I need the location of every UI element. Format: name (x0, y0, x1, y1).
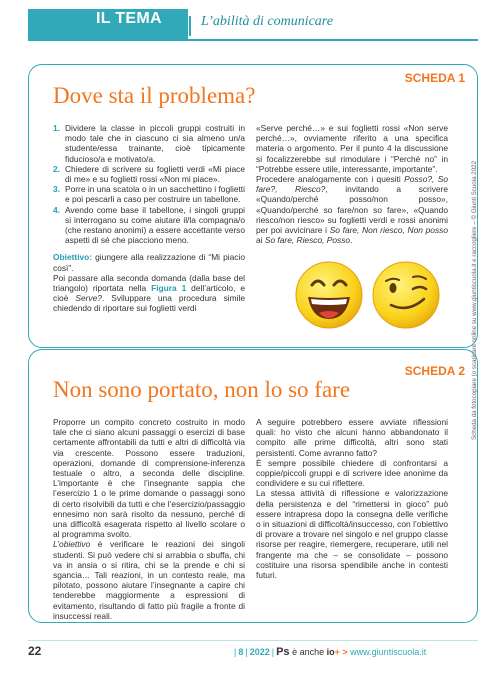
right-paragraph-2 (256, 174, 448, 245)
step-number: 2. (53, 163, 60, 174)
follow-question: Serve? (75, 293, 102, 304)
objective-paragraph (53, 252, 245, 272)
step-item (53, 164, 245, 184)
step-text: Avendo come base il tabellone, i singoli gruppi si interrogano su come aiutare il/la compagna/o (che restano anonimi) a essere accettante verso aspetti di sé che piacciono meno. (65, 204, 245, 246)
right-paragraph-2: È sempre possibile chiedere di confrontarsi a coppie/piccoli gruppi e di scrivere idee anonime da condividere e su cui riflettere. (256, 457, 448, 489)
right-text: ai (256, 235, 265, 246)
scheda-2-card (28, 349, 478, 623)
also-text: è anche (292, 647, 325, 657)
step-item (53, 123, 245, 164)
footer (0, 636, 500, 666)
right-paragraph-3: La stessa attività di riflessione e valorizzazione della persistenza e del “rimettersi in gioco” può essere intrapresa dopo la consegna delle verifiche o in situazioni di difficoltà/insuccesso, con l’obiettivo di provare a trovare nel singolo e nel gruppo classe risorse per reagire, riemergere, recuperare, utili nel frangente ma che – se consolidate – possono costituire una risorsa spendibile anche in contesti futuri. (256, 488, 448, 581)
follow-text: dell’articolo, e cioè (53, 283, 245, 304)
objective-label: Obiettivo: (53, 252, 93, 263)
left-paragraph-2 (53, 539, 245, 621)
step-text: Porre in una scatola o in un sacchettino i foglietti e poi pescarli a caso per costruire un tabellone. (65, 184, 245, 205)
scheda-2-left-column (53, 417, 245, 621)
header-divider (189, 16, 191, 36)
follow-up-paragraph (53, 273, 245, 314)
right-question: So fare, Non riesco, Non posso (329, 225, 448, 236)
steps-list (53, 123, 245, 245)
scheda-1-left-column (53, 123, 245, 314)
step-number: 1. (53, 123, 60, 133)
right-question: So fare, Riesco, Posso (264, 235, 351, 246)
scheda-1-title: Dove sta il problema? (53, 83, 256, 108)
right-paragraph-1: A seguire potrebbero essere avviate riflessioni quali: ho visto che alcuni hanno abbandonato il compito alle prime difficoltà, altri sono stati persistenti. Come avranno fatto? (256, 417, 448, 458)
right-text: , invitando a scrivere «Quando/perché posso/non posso», «Quando/perché so fare/non so fare», «Quando riesco/non riesco» su foglietti verdi e rossi anonimi per poi avvicinare i (256, 184, 448, 236)
header-bar (0, 0, 500, 40)
page-number: 22 (28, 644, 42, 658)
winking-smiley-icon (373, 262, 439, 328)
step-number: 3. (53, 184, 60, 195)
footer-info (232, 646, 426, 658)
scheda-1-tag: SCHEDA 1 (404, 71, 465, 85)
right-text: Procedere analogamente con i quesiti (256, 174, 405, 185)
plus-sign: + (334, 647, 340, 657)
header-rule (28, 39, 478, 41)
step-number: 4. (53, 204, 60, 215)
separator: | (245, 647, 248, 657)
scheda-2-right-column (256, 417, 448, 580)
ps-logo: Ps (276, 646, 290, 658)
arrow-icon: > (342, 647, 348, 657)
website-link[interactable]: www.giuntiscuola.it (350, 647, 427, 657)
io-logo: io (326, 647, 335, 657)
scheda-2-tag: SCHEDA 2 (404, 364, 465, 378)
scheda-1-right-column (256, 123, 448, 245)
scheda-2-title: Non sono portato, non lo so fare (53, 377, 351, 402)
header-subtitle: L’abilità di comunicare (201, 14, 333, 29)
photocopy-note: Scheda da fotocopiare (o scaricare online su www.giuntiscuola.it e raccogliere – © Giunti Scuola 2022 (471, 160, 478, 440)
right-paragraph-1: «Serve perché…» e sui foglietti rossi «Non serve perché…», ovviamente riferito a una specifica materia o argomento. Per il punto 4 la discussione si focalizzerebbe sul rimodulare i “Perché no” in “Potrebbe essere utile, interessante, importante”. (256, 123, 448, 174)
issue-year: 2022 (249, 647, 270, 657)
step-text: Chiedere di scrivere su foglietti verdi «Mi piace di me» e su foglietti rossi «Non mi piace». (65, 163, 245, 185)
smileys-illustration (294, 255, 444, 335)
objective-text: giungere alla realizzazione di “Mi piacio così”. (53, 252, 245, 273)
laughing-smiley-icon (296, 262, 362, 328)
footer-rule (28, 640, 478, 641)
follow-text: Poi passare alla seconda domanda (dalla base del triangolo) riportata nella (53, 272, 245, 294)
step-item (53, 205, 245, 246)
separator: | (234, 647, 237, 657)
right-question: Posso?, So fare?, Riesco? (256, 174, 448, 195)
step-item (53, 184, 245, 204)
objective-text: è verificare le reazioni dei singoli studenti. Si può vedere chi si arrabbia o sbuffa, chi va in ansia o si ritira, chi se la prende e chi si sgancia… Tali reazioni, in un contesto reale, ma pilotato, possono aiutare l’insegnante a capire chi tenderebbe maggiormente a espressioni di evitamento, risultando di fatto più fragile a fronte di insuccessi reali. (53, 539, 245, 621)
figure-reference: Figura 1 (151, 283, 187, 294)
issue-number: 8 (238, 647, 244, 657)
separator: | (271, 647, 275, 657)
objective-label: L’obiettivo (53, 539, 91, 550)
step-text: Dividere la classe in piccoli gruppi costruiti in modo tale che in ciascuno ci sia almeno un/a studente/essa trainante, cioè tipicamente fiducioso/a e motivato/a. (65, 123, 245, 164)
right-text: . (350, 235, 353, 246)
section-title: IL TEMA (96, 10, 162, 27)
left-paragraph-1: Proporre un compito concreto costruito in modo tale che ci siano alcuni passaggi o esercizi di base certamente affrontabili da tutti e altri di difficoltà via via crescente. Possono essere traduzioni, operazioni, domande di comprensione-inferenza testuale o altro, a seconda delle discipline. L’importante è che l’insegnante sappia che l’esercizio 1 o le prime domande o passaggi sono di certo risolvibili da tutti e che l’esercizio/passaggio ennesimo non sarà risolto da nessuno, perché di una difficoltà esagerata rispetto al livello scolare o al programma svolto. (53, 417, 245, 540)
scheda-1-card (28, 64, 478, 348)
follow-text: . Sviluppare una procedura simile chiedendo di riportare sui foglietti verdi (53, 293, 245, 314)
